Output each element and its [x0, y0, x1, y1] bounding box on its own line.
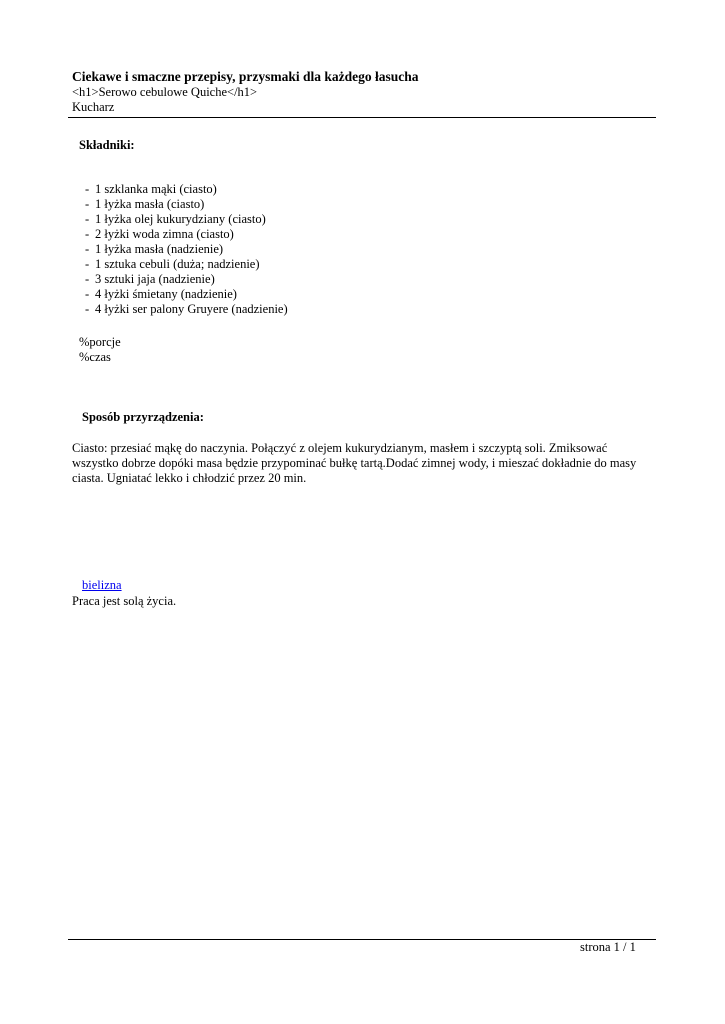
ingredient-item	[85, 257, 288, 272]
bullet-dash: -	[85, 242, 90, 256]
ingredient-text: 1 szklanka mąki (ciasto)	[95, 182, 217, 196]
ingredient-text: 1 łyżka masła (ciasto)	[95, 197, 205, 211]
site-title: Ciekawe i smaczne przepisy, przysmaki dla każdego łasucha	[72, 69, 419, 84]
ingredient-text: 2 łyżki woda zimna (ciasto)	[95, 227, 234, 241]
ingredient-item	[85, 212, 288, 227]
ingredient-item	[85, 272, 288, 287]
header-divider	[68, 117, 656, 118]
ingredients-heading: Składniki:	[79, 138, 135, 152]
document-header	[72, 68, 656, 115]
bullet-dash: -	[85, 197, 90, 211]
ingredient-text: 4 łyżki śmietany (nadzienie)	[95, 287, 237, 301]
ingredients-list	[85, 182, 288, 317]
recipe-title: <h1>Serowo cebulowe Quiche</h1>	[72, 85, 258, 99]
author-label: Kucharz	[72, 100, 115, 114]
bullet-dash: -	[85, 182, 90, 196]
recipe-meta	[79, 335, 121, 365]
ingredient-text: 1 łyżka masła (nadzienie)	[95, 242, 224, 256]
ingredient-item	[85, 242, 288, 257]
page-number: strona 1 / 1	[580, 940, 636, 954]
ingredient-text: 4 łyżki ser palony Gruyere (nadzienie)	[95, 302, 288, 316]
ingredient-item	[85, 227, 288, 242]
ingredient-item	[85, 287, 288, 302]
motto-text: Praca jest solą życia.	[72, 594, 177, 608]
footer-divider	[68, 939, 656, 940]
ingredient-text: 1 łyżka olej kukurydziany (ciasto)	[95, 212, 266, 226]
ingredient-item	[85, 302, 288, 317]
bielizna-link[interactable]: bielizna	[82, 578, 122, 592]
bullet-dash: -	[85, 212, 90, 226]
time-placeholder: %czas	[79, 350, 111, 364]
bullet-dash: -	[85, 227, 90, 241]
method-heading: Sposób przyrządzenia:	[82, 410, 204, 424]
ingredient-item	[85, 197, 288, 212]
ingredient-text: 3 sztuki jaja (nadzienie)	[95, 272, 215, 286]
portions-placeholder: %porcje	[79, 335, 121, 349]
bullet-dash: -	[85, 287, 90, 301]
bullet-dash: -	[85, 257, 90, 271]
ingredient-text: 1 sztuka cebuli (duża; nadzienie)	[95, 257, 260, 271]
method-text: Ciasto: przesiać mąkę do naczynia. Połączyć z olejem kukurydzianym, masłem i szczyptą soli. Zmiksować wszystko dobrze dopóki masa będzie przypominać bułkę tartą.Dodać zimnej wody, i mieszać dokładnie do masy ciasta. Ugniatać lekko i chłodzić przez 20 min.	[72, 441, 637, 485]
ingredient-item	[85, 182, 288, 197]
bullet-dash: -	[85, 272, 90, 286]
bullet-dash: -	[85, 302, 90, 316]
